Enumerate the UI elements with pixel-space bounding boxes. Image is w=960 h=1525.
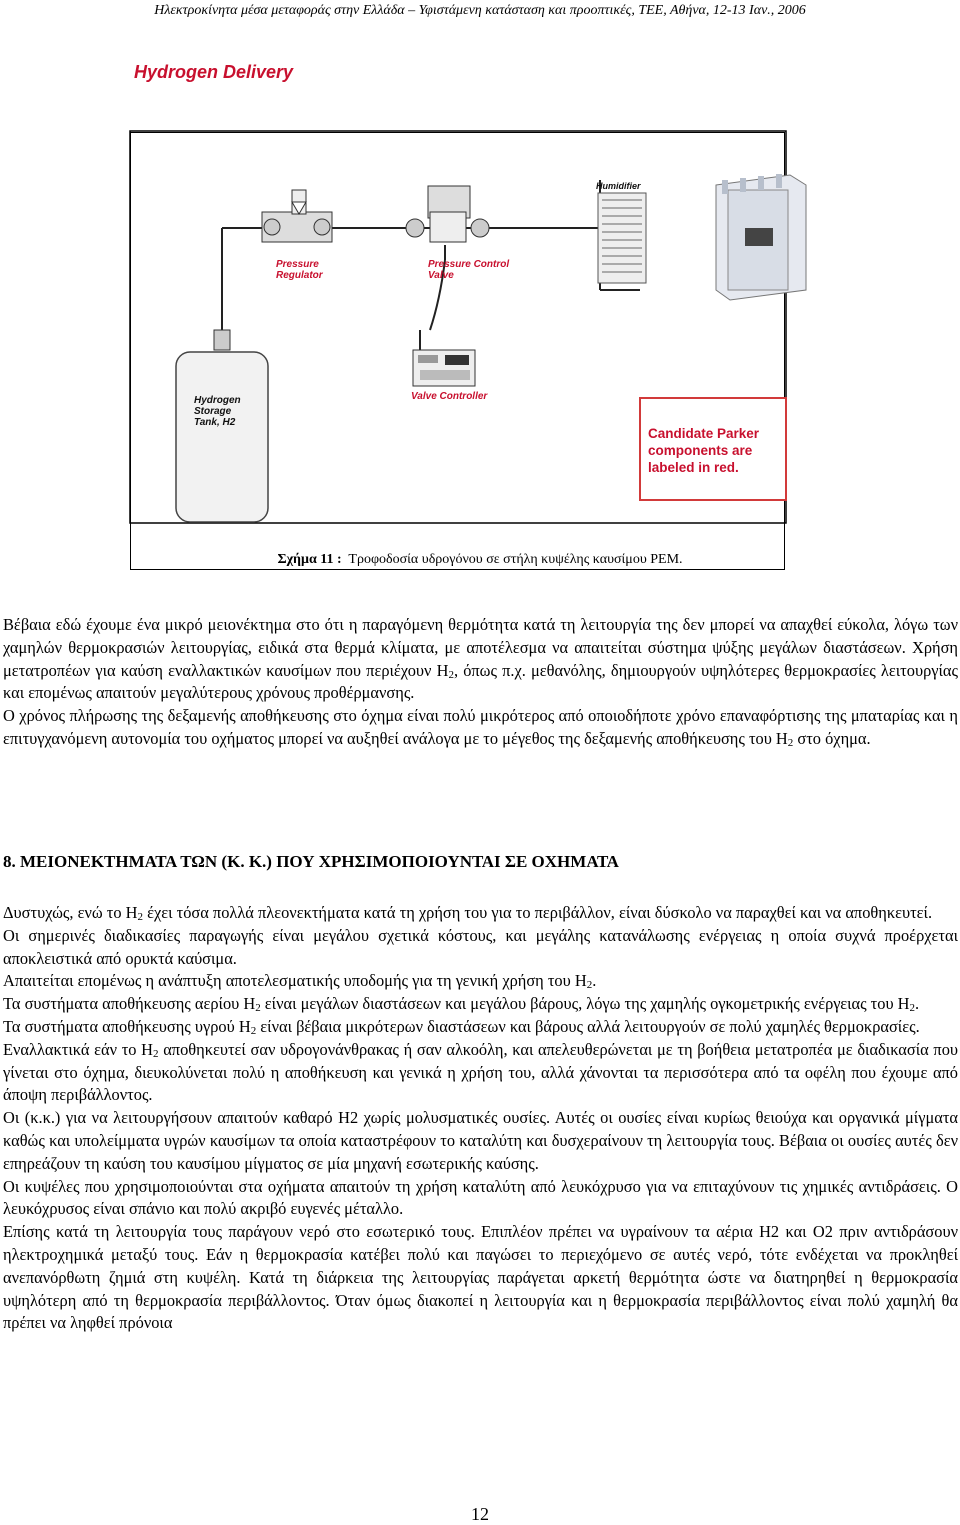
tank-label-3: Tank, H2	[194, 417, 236, 428]
s-p4-sub2: 2	[909, 1002, 916, 1015]
pressure-control-valve-label: Pressure Control	[428, 259, 510, 270]
pressure-control-valve-icon	[406, 186, 489, 242]
hydrogen-delivery-diagram	[0, 0, 960, 540]
section-paragraph-7: Οι (κ.κ.) για να λειτουργήσουν απαιτούν καθαρό Η2 χωρίς μολυσματικές ουσίες. Αυτές οι ουσίες είναι κυρίως θειούχα και οργανικά μίγματα καθώς και υπολείμματα υγρών καυσίμων τα οποία καταστρέφουν το καταλύτη και δυσχεραίνουν τη λειτουργία τους. Βέβαια οι ουσίες αυτές δεν επηρεάζουν τη καύση του καυσίμου μίγματος σε μία μηχανή εσωτερικής καύσης.	[3, 1108, 958, 1173]
note-line-3: labeled in red.	[648, 460, 739, 475]
tank-label-2: Storage	[194, 406, 232, 417]
s-p4-a: Τα συστήματα αποθήκευσης αερίου Η	[3, 994, 256, 1014]
caption-text: Τροφοδοσία υδρογόνου σε στήλη κυψέλης καυσίμου PEM.	[348, 552, 683, 567]
running-header: Ηλεκτροκίνητα μέσα μεταφοράς στην Ελλάδα – Υφιστάμενη κατάσταση και προοπτικές, ΤΕΕ, Αθήνα, 12-13 Ιαν., 2006	[154, 3, 806, 18]
intro-text	[3, 614, 958, 751]
s-p1-a: Δυστυχώς, ενώ το Η	[3, 903, 138, 922]
section-paragraph-2: Οι σημερινές διαδικασίες παραγωγής είναι μεγάλου σχετικά κόστους, και μεγάλης κατανάλωσης ενέργειας η οποία συχνά προέρχεται αποκλειστικά από ορυκτά καύσιμα.	[3, 925, 958, 968]
s-p6-b: αποθηκευτεί σαν υδρογονάνθρακας ή σαν αλκοόλη, και απελευθερώνεται με τη βοήθεια μετατροπέα με διαδικασία που γίνεται στο όχημα, διευκολύνεται πολύ η αποθήκευση και γενικά η χρήση του, αλλά χάνονται τα περισσότερα από τα οφέλη που έχουμε από άποψη περιβάλλοντος.	[3, 1039, 959, 1105]
section-text	[3, 902, 958, 1335]
s-p6-sub: 2	[153, 1047, 159, 1060]
valve-controller-label: Valve Controller	[411, 391, 488, 402]
p1-sub: 2	[448, 668, 454, 681]
section-paragraph-8: Οι κυψέλες που χρησιμοποιούνται στα οχήματα απαιτούν τη χρήση καταλύτη από λευκόχρυσο για να επιταχύνουν τις χημικές αντιδράσεις. Ο λευκόχρυσος είναι σπάνιο και πολύ ακριβό ευγενές μέταλλο.	[3, 1176, 958, 1219]
p2-sub: 2	[787, 736, 794, 749]
pressure-regulator-label-2: Regulator	[276, 270, 323, 281]
p1-part-a: Βέβαια εδώ έχουμε ένα μικρό μειονέκτημα στο ότι η παραγόμενη θερμότητα κατά τη λειτουργία της δεν μπορεί να απαχθεί εύκολα, λόγω των χαμηλών θερμοκρασιών λειτουργίας, ειδικά στα θερμά κλίματα, με αποτέλεσμα να απαιτείται σύστημα ψύξης μεγάλων διαστάσεων. Χρήση μετατροπέων για καύση εναλλακτικών καυσίμων που περιέχουν Η	[3, 615, 958, 680]
section-paragraph-4	[3, 993, 958, 1016]
p1-part-b: , όπως π.χ. μεθανόλης, δημιουργούν υψηλότερες θερμοκρασίες λειτουργίας και επομένως απαιτούν μεγαλύτερους χρόνους προθέρμανσης.	[3, 660, 958, 703]
section-paragraph-5	[3, 1016, 958, 1039]
paragraph-1	[3, 614, 958, 705]
page-number: 12	[471, 1504, 489, 1524]
section-paragraph-1	[3, 902, 958, 925]
s-p3-b: .	[592, 971, 597, 991]
s-p3-sub: 2	[586, 979, 593, 992]
s-p4-sub: 2	[255, 1002, 261, 1015]
s-p1-sub: 2	[137, 911, 143, 923]
humidifier-icon	[598, 193, 646, 283]
s-p5-sub: 2	[250, 1024, 257, 1037]
section-paragraph-3	[3, 970, 958, 993]
note-line-2: components are	[648, 443, 753, 458]
pressure-control-valve-label-2: Valve	[428, 270, 454, 281]
s-p4-b: είναι μεγάλων διαστάσεων και μεγάλου βάρους, λόγω της χαμηλής ογκομετρικής ενέργειας του Η	[260, 994, 910, 1014]
s-p6-a: Εναλλακτικά εάν το Η	[3, 1039, 154, 1059]
valve-controller-icon	[413, 350, 475, 386]
section-heading: 8. ΜΕΙΟΝΕΚΤΗΜΑΤΑ ΤΩΝ (Κ. Κ.) ΠΟΥ ΧΡΗΣΙΜΟΠΟΙΟΥΝΤΑΙ ΣΕ ΟΧΗΜΑΤΑ	[3, 852, 619, 871]
section-paragraph-9: Επίσης κατά τη λειτουργία τους παράγουν νερό στο εσωτερικό τους. Επιπλέον πρέπει να υγραίνουν τα αέρια Η2 και Ο2 πριν αντιδράσουν ηλεκτροχημικά μεταξύ τους. Εάν η θερμοκρασία κατέβει πολύ και παγώσει το περιεχόμενο σε αυτές νερό, τότε ενδέχεται να προκληθεί ανεπανόρθωτη ζημιά στη κυψέλη. Κατά τη διάρκεια της λειτουργίας παράγεται αρκετή θερμότητα ώστε να διατηρηθεί η θερμοκρασία υψηλότερη από τη θερμοκρασία περιβάλλοντος. Όταν όμως διακοπεί η λειτουργία και η θερμοκρασία περιβάλλοντος είναι πολύ χαμηλή θα πρέπει να ληφθεί πρόνοια	[3, 1222, 958, 1333]
paragraph-2	[3, 705, 958, 751]
s-p5-a: Τα συστήματα αποθήκευσης υγρού Η	[3, 1016, 251, 1036]
section-paragraph-6	[3, 1039, 958, 1107]
caption-label: Σχήμα 11 :	[277, 552, 342, 567]
figure-caption	[0, 552, 960, 568]
fuel-cell-stack-icon	[716, 174, 806, 300]
s-p3-a: Απαιτείται επομένως η ανάπτυξη αποτελεσματικής υποδομής για τη γενική χρήση του Η	[3, 971, 587, 991]
figure-title: Hydrogen Delivery	[134, 62, 294, 82]
p2-part-b: στο όχημα.	[793, 728, 871, 748]
pressure-regulator-icon	[262, 190, 332, 242]
note-line-1: Candidate Parker	[648, 426, 760, 441]
tank-label-1: Hydrogen	[194, 395, 241, 406]
p2-part-a: Ο χρόνος πλήρωσης της δεξαμενής αποθήκευσης στο όχημα είναι πολύ μικρότερος από οποιοδήποτε χρόνο επαναφόρτισης της μπαταρίας και η επιτυγχανόμενη αυτονομία του οχήματος μπορεί να αυξηθεί ανάλογα με το μέγεθος της δεξαμενής αποθήκευσης του Η	[3, 706, 958, 748]
s-p4-c: .	[915, 994, 920, 1014]
s-p1-b: έχει τόσα πολλά πλεονεκτήματα κατά τη χρήση του για το περιβάλλον, είναι δύσκολο να παραχθεί και να αποθηκευτεί.	[142, 903, 933, 922]
humidifier-label: Humidifier	[596, 181, 641, 191]
pressure-regulator-label: Pressure	[276, 259, 319, 270]
s-p5-b: είναι βέβαια μικρότερων διαστάσεων και βάρους αλλά λειτουργούν σε πολύ χαμηλές θερμοκρασίες.	[256, 1016, 920, 1036]
